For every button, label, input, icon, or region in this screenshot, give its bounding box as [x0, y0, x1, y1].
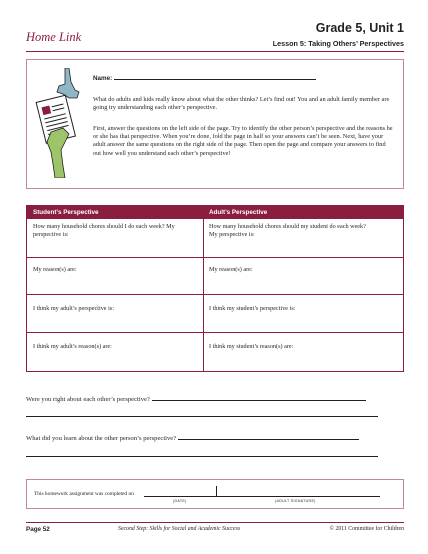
answer-line[interactable]	[26, 416, 378, 417]
question-1-text: Were you right about each other’s perspective?	[26, 396, 150, 403]
question-2[interactable]	[26, 432, 359, 442]
row-divider	[27, 332, 403, 333]
name-line[interactable]	[114, 72, 316, 80]
perspective-table	[26, 205, 404, 372]
header-rule	[26, 51, 404, 52]
name-label: Name:	[93, 75, 113, 82]
table-header	[27, 206, 403, 219]
completion-text: This homework assignment was completed on	[34, 491, 134, 497]
home-link-title: Home Link	[26, 30, 82, 44]
table-cell[interactable]: I think my adult’s reason(s) are:	[33, 343, 112, 350]
answer-line[interactable]	[26, 456, 378, 457]
footer-copyright: © 2011 Committee for Children	[329, 526, 404, 532]
table-cell[interactable]: My reason(s) are:	[33, 266, 77, 273]
signature-divider	[216, 486, 217, 496]
table-cell[interactable]: I think my student’s perspective is:	[209, 305, 296, 312]
name-field[interactable]	[93, 72, 316, 82]
footer-title: Second Step: Skills for Social and Academic Success	[118, 526, 241, 532]
table-cell[interactable]: How many household chores should my student do each week? My perspective is:	[209, 223, 366, 238]
header-adult-perspective: Adult’s Perspective	[209, 209, 268, 216]
column-divider	[203, 206, 204, 371]
row-divider	[27, 294, 403, 295]
intro-paragraph-2: First, answer the questions on the left side of the page. Try to identify the other person’s perspective and the reasons he or she has that perspective. When you’re done, fold the page in half so your answers can’t be seen. Next, have your adult answer the same questions on the right side of the page. Then open the page and compare your answers to find out how well you understand each other’s perspective!	[93, 125, 393, 157]
signature-box	[26, 479, 404, 509]
answer-line[interactable]	[178, 432, 359, 440]
question-1[interactable]	[26, 393, 366, 403]
table-cell[interactable]: I think my student’s reason(s) are:	[209, 343, 294, 350]
answer-line[interactable]	[152, 393, 366, 401]
lesson-title: Lesson 5: Taking Others’ Perspectives	[272, 39, 404, 48]
table-cell[interactable]: How many household chores should I do each week? My perspective is:	[33, 223, 175, 238]
page-number: Page 52	[26, 526, 50, 533]
hands-paper-illustration-icon	[35, 68, 87, 178]
row-divider	[27, 257, 403, 258]
date-label: (DATE)	[173, 499, 187, 503]
intro-paragraph-1: What do adults and kids really know about what the other thinks? Let’s find out! You and an adult family member are going try understanding each other’s perspective.	[93, 96, 390, 112]
grade-unit-title: Grade 5, Unit 1	[315, 21, 404, 35]
signature-line[interactable]	[144, 496, 380, 497]
header-student-perspective: Student’s Perspective	[33, 209, 99, 216]
table-cell[interactable]: My reason(s) are:	[209, 266, 253, 273]
table-cell[interactable]: I think my adult’s perspective is:	[33, 305, 114, 312]
intro-box	[26, 59, 404, 189]
adult-signature-label: (ADULT SIGNATURE)	[275, 499, 316, 503]
question-2-text: What did you learn about the other person’s perspective?	[26, 435, 177, 442]
footer-rule	[26, 522, 404, 523]
